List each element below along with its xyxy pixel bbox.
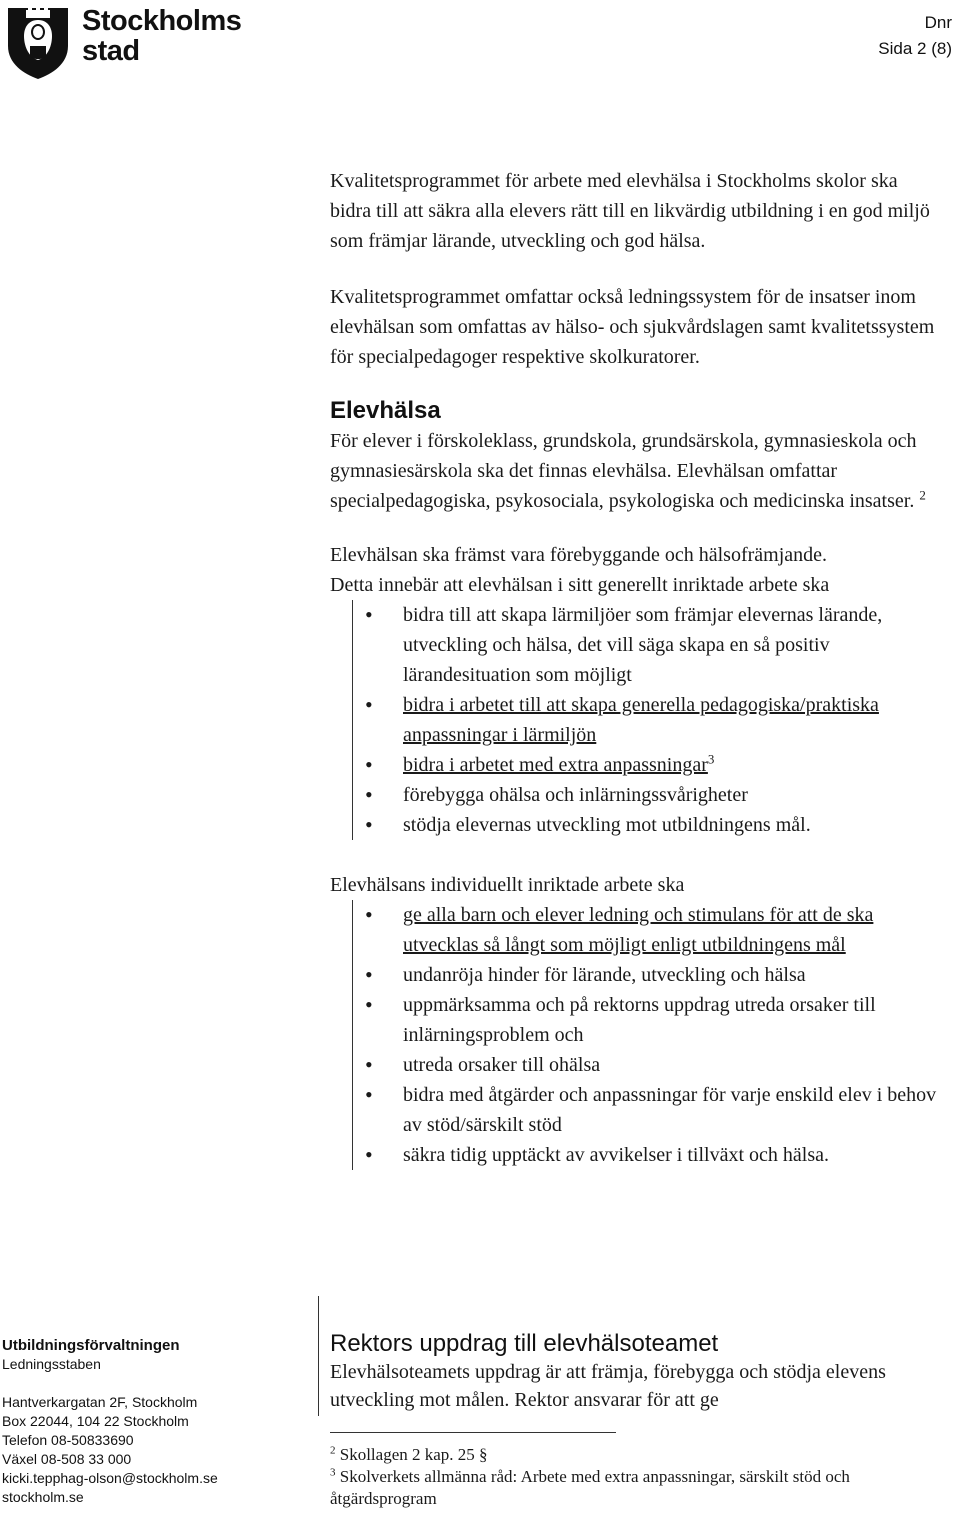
list-item xyxy=(403,750,940,780)
main-content xyxy=(330,166,940,1170)
elevhalsa-paragraph-2-line-2: Detta innebär att elevhälsan i sitt generellt inriktade arbete ska xyxy=(330,574,830,596)
individual-work-list xyxy=(352,900,940,1170)
individual-work-intro: Elevhälsans individuellt inriktade arbete ska xyxy=(330,874,685,896)
footnote-ref-2[interactable]: 2 xyxy=(919,487,926,503)
list-item-text: bidra i arbetet med extra anpassningar xyxy=(403,754,708,776)
list-item: • bidra till att skapa lärmiljöer som främjar elevernas lärande, utveckling och hälsa, det vill säga skapa en så positiv lärandesituation som möjligt xyxy=(403,600,940,690)
list-item: • ge alla barn och elever ledning och stimulans för att de ska utvecklas så långt som möjligt enligt utbildningens mål xyxy=(403,900,940,960)
list-item: • förebygga ohälsa och inlärningssvårigheter xyxy=(403,780,940,810)
footnote-text: Skolverkets allmänna råd: Arbete med extra anpassningar, särskilt stöd och åtgärdsprogram xyxy=(330,1467,850,1508)
elevhalsa-paragraph-2-line-1: Elevhälsan ska främst vara förebyggande och hälsofrämjande. xyxy=(330,544,828,566)
footer-org: Utbildningsförvaltningen xyxy=(2,1337,180,1354)
intro-paragraph-2: Kvalitetsprogrammet omfattar också ledningssystem för de insatser inom elevhälsan som omfattas av hälso- och sjukvårdslagen samt kvalitetssystem för specialpedagoger respektive skolkuratorer. xyxy=(330,286,935,368)
footnote-2 xyxy=(330,1444,950,1466)
logo-line-1: Stockholms xyxy=(82,5,242,37)
footer-web[interactable]: stockholm.se xyxy=(2,1489,84,1505)
rektor-section xyxy=(330,1330,950,1414)
footnote-number: 2 xyxy=(330,1444,336,1457)
footnote-number: 3 xyxy=(330,1466,336,1479)
column-divider xyxy=(318,1296,319,1416)
footnotes xyxy=(330,1444,950,1510)
coat-of-arms-icon xyxy=(4,2,72,80)
footer-contact xyxy=(2,1336,302,1507)
list-item: • uppmärksamma och på rektorns uppdrag utreda orsaker till inlärningsproblem och xyxy=(403,990,940,1050)
stockholms-stad-logo xyxy=(4,2,244,80)
section-heading-rektor: Rektors uppdrag till elevhälsoteamet xyxy=(330,1330,719,1357)
footer-email[interactable]: kicki.tepphag-olson@stockholm.se xyxy=(2,1470,218,1486)
logo-line-2: stad xyxy=(82,35,140,67)
footnote-ref-3[interactable]: 3 xyxy=(707,751,715,767)
general-work-list xyxy=(352,600,940,840)
footer-switchboard: Växel 08-508 33 000 xyxy=(2,1451,132,1467)
elevhalsa-paragraph-1 xyxy=(330,426,940,516)
footnote-3 xyxy=(330,1466,950,1510)
page-number: Sida 2 (8) xyxy=(878,39,952,58)
intro-paragraph-1: Kvalitetsprogrammet för arbete med elevhälsa i Stockholms skolor ska bidra till att säkra alla elevers rätt till en likvärdig utbildning i en god miljö som främjar lärande, utveckling och god hälsa. xyxy=(330,170,930,252)
list-item: • stödja elevernas utveckling mot utbildningens mål. xyxy=(403,810,940,840)
footer-address: Hantverkargatan 2F, Stockholm xyxy=(2,1394,198,1410)
footer-box: Box 22044, 104 22 Stockholm xyxy=(2,1413,189,1429)
footer-phone: Telefon 08-50833690 xyxy=(2,1432,134,1448)
section-heading-elevhalsa: Elevhälsa xyxy=(330,397,441,424)
list-item: • säkra tidig upptäckt av avvikelser i tillväxt och hälsa. xyxy=(403,1140,940,1170)
footer-unit: Ledningsstaben xyxy=(2,1356,101,1372)
dnr-label: Dnr xyxy=(924,13,952,32)
list-item: • bidra i arbetet till att skapa generella pedagogiska/praktiska anpassningar i lärmiljön xyxy=(403,690,940,750)
footnote-text: Skollagen 2 kap. 25 § xyxy=(339,1445,488,1464)
list-item: • undanröja hinder för lärande, utveckling och hälsa xyxy=(403,960,940,990)
list-item: • bidra med åtgärder och anpassningar för varje enskild elev i behov av stöd/särskilt stöd xyxy=(403,1080,940,1140)
footnote-separator xyxy=(330,1432,616,1433)
list-item: • utreda orsaker till ohälsa xyxy=(403,1050,940,1080)
document-meta xyxy=(878,10,952,62)
rektor-paragraph: Elevhälsoteamets uppdrag är att främja, förebygga och stödja elevens utveckling mot målen. Rektor ansvarar för att ge xyxy=(330,1361,886,1411)
elevhalsa-paragraph-1-text: För elever i förskoleklass, grundskola, grundsärskola, gymnasieskola och gymnasiesärskola ska det finnas elevhälsa. Elevhälsan omfattar specialpedagogiska, psykosociala, psykologiska och medicinska insatser. xyxy=(330,430,917,512)
logo-wordmark xyxy=(82,6,241,66)
